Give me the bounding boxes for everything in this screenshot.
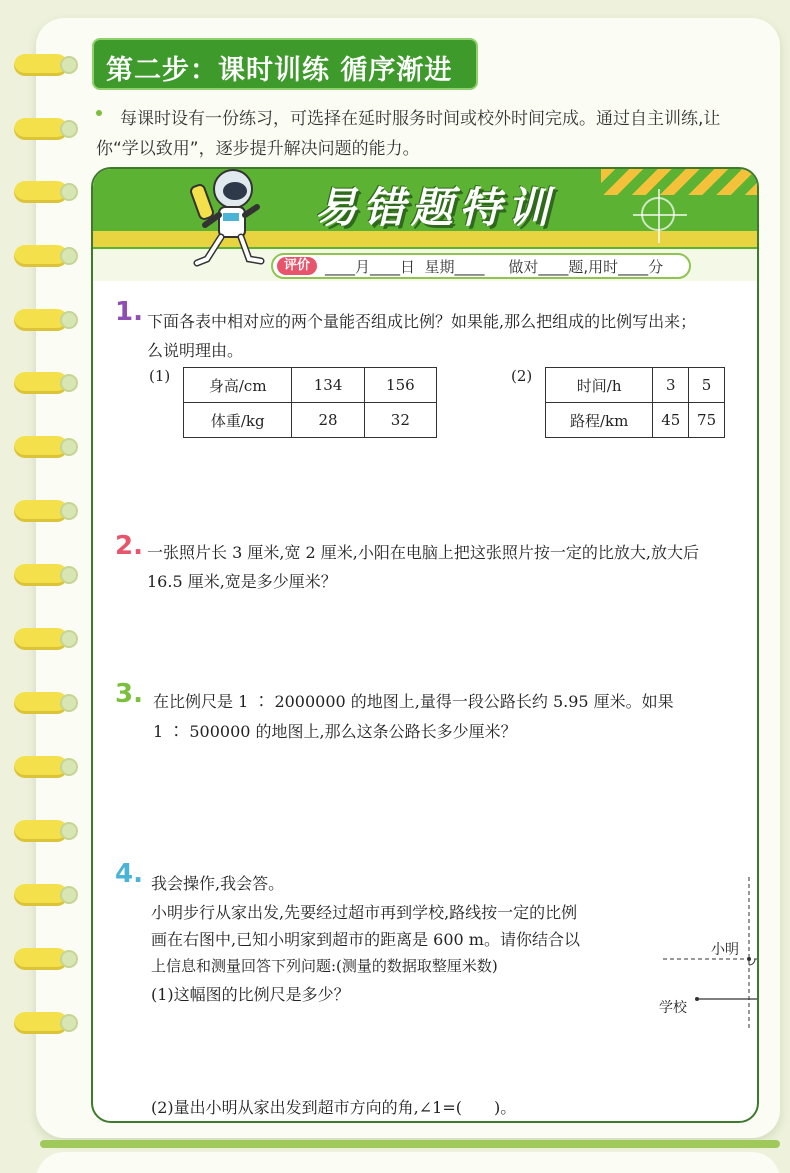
ring-hole <box>60 950 78 968</box>
question-4-number: 4. <box>115 859 143 889</box>
ring-hole <box>60 758 78 776</box>
question-3-line-1: 在比例尺是 1 ∶ 2000000 的地图上,量得一段公路长约 5.95 厘米。如果 <box>153 692 674 711</box>
page-divider <box>40 1140 780 1148</box>
astronaut-mascot-icon <box>179 167 269 279</box>
ring-hole <box>60 247 78 265</box>
route-map-diagram <box>633 877 759 1037</box>
question-1-line-2: 么说明理由。 <box>147 341 244 360</box>
spiral-ring <box>14 500 78 522</box>
spiral-ring <box>14 628 78 650</box>
ring-hole <box>60 183 78 201</box>
question-2-line-1: 一张照片长 3 厘米,宽 2 厘米,小阳在电脑上把这张照片按一定的比放大,放大后 <box>147 543 699 562</box>
spiral-ring <box>14 181 78 203</box>
table-row <box>546 368 725 403</box>
table-cell: 156 <box>364 368 436 403</box>
ring-hole <box>60 822 78 840</box>
spiral-ring <box>14 756 78 778</box>
banner-title: 易错题特训 <box>315 183 556 232</box>
spiral-ring <box>14 54 78 76</box>
table-1 <box>183 367 437 438</box>
spiral-ring <box>14 372 78 394</box>
evaluation-badge: 评价 <box>277 257 317 275</box>
table-1-label: (1) <box>149 367 171 385</box>
spiral-ring <box>14 948 78 970</box>
table-2 <box>545 367 725 438</box>
worksheet-banner <box>93 169 759 281</box>
question-4-line-4: 上信息和测量回答下列问题:(测量的数据取整厘米数) <box>151 957 498 975</box>
question-2-number: 2. <box>115 531 143 561</box>
question-4-line-6: (2)量出小明从家出发到超市方向的角,∠1=( )。 <box>151 1098 517 1117</box>
ring-hole <box>60 566 78 584</box>
question-1-number: 1. <box>115 297 143 327</box>
ring-hole <box>60 120 78 138</box>
spiral-ring <box>14 884 78 906</box>
ring-hole <box>60 502 78 520</box>
table-cell: 路程/km <box>546 403 653 438</box>
question-4-line-1: 我会操作,我会答。 <box>151 874 285 893</box>
ring-hole <box>60 630 78 648</box>
spiral-ring <box>14 309 78 331</box>
table-cell: 45 <box>653 403 689 438</box>
intro-paragraph: 每课时设有一份练习，可选择在延时服务时间或校外时间完成。通过自主训练,让你“学以致用”，逐步提升解决问题的能力。 <box>96 109 721 159</box>
ring-hole <box>60 311 78 329</box>
crosshair-icon <box>641 197 675 231</box>
next-notebook-page <box>36 1152 780 1173</box>
table-cell: 5 <box>689 368 725 403</box>
banner-stripe <box>601 169 759 195</box>
spiral-ring <box>14 692 78 714</box>
table-cell: 身高/cm <box>184 368 292 403</box>
table-cell: 3 <box>653 368 689 403</box>
map-label-school: 学校 <box>659 1000 687 1016</box>
spiral-ring <box>14 245 78 267</box>
ring-hole <box>60 374 78 392</box>
ring-hole <box>60 1014 78 1032</box>
question-1-line-1: 下面各表中相对应的两个量能否组成比例？如果能,那么把组成的比例写出来； <box>147 312 697 331</box>
question-4-line-3: 画在右图中,已知小明家到超市的距离是 600 m。请你结合以 <box>151 930 580 949</box>
evaluation-bar <box>271 253 691 279</box>
table-row <box>184 368 437 403</box>
spiral-ring <box>14 1012 78 1034</box>
ring-hole <box>60 886 78 904</box>
spiral-ring <box>14 118 78 140</box>
step-title: 第二步：课时训练 循序渐进 <box>92 38 478 90</box>
table-cell: 32 <box>364 403 436 438</box>
question-3-line-2: 1 ∶ 500000 的地图上,那么这条公路长多少厘米？ <box>153 722 517 741</box>
table-cell: 134 <box>292 368 364 403</box>
evaluation-fields: ____月____日 星期____ 做对____题,用时____分 <box>325 258 664 276</box>
ring-hole <box>60 56 78 74</box>
table-row <box>546 403 725 438</box>
map-label-home: 小明 <box>711 942 739 958</box>
worksheet <box>91 167 759 1123</box>
table-row <box>184 403 437 438</box>
question-4-line-2: 小明步行从家出发,先要经过超市再到学校,路线按一定的比例 <box>151 903 578 922</box>
table-2-label: (2) <box>511 367 533 385</box>
question-2-line-2: 16.5 厘米,宽是多少厘米？ <box>147 572 337 591</box>
spiral-ring <box>14 436 78 458</box>
question-3-number: 3. <box>115 679 143 709</box>
spiral-ring <box>14 564 78 586</box>
question-4-line-5: (1)这幅图的比例尺是多少？ <box>151 985 350 1004</box>
table-cell: 75 <box>689 403 725 438</box>
spiral-ring <box>14 820 78 842</box>
table-cell: 体重/kg <box>184 403 292 438</box>
ring-hole <box>60 438 78 456</box>
ring-hole <box>60 694 78 712</box>
table-cell: 时间/h <box>546 368 653 403</box>
table-cell: 28 <box>292 403 364 438</box>
